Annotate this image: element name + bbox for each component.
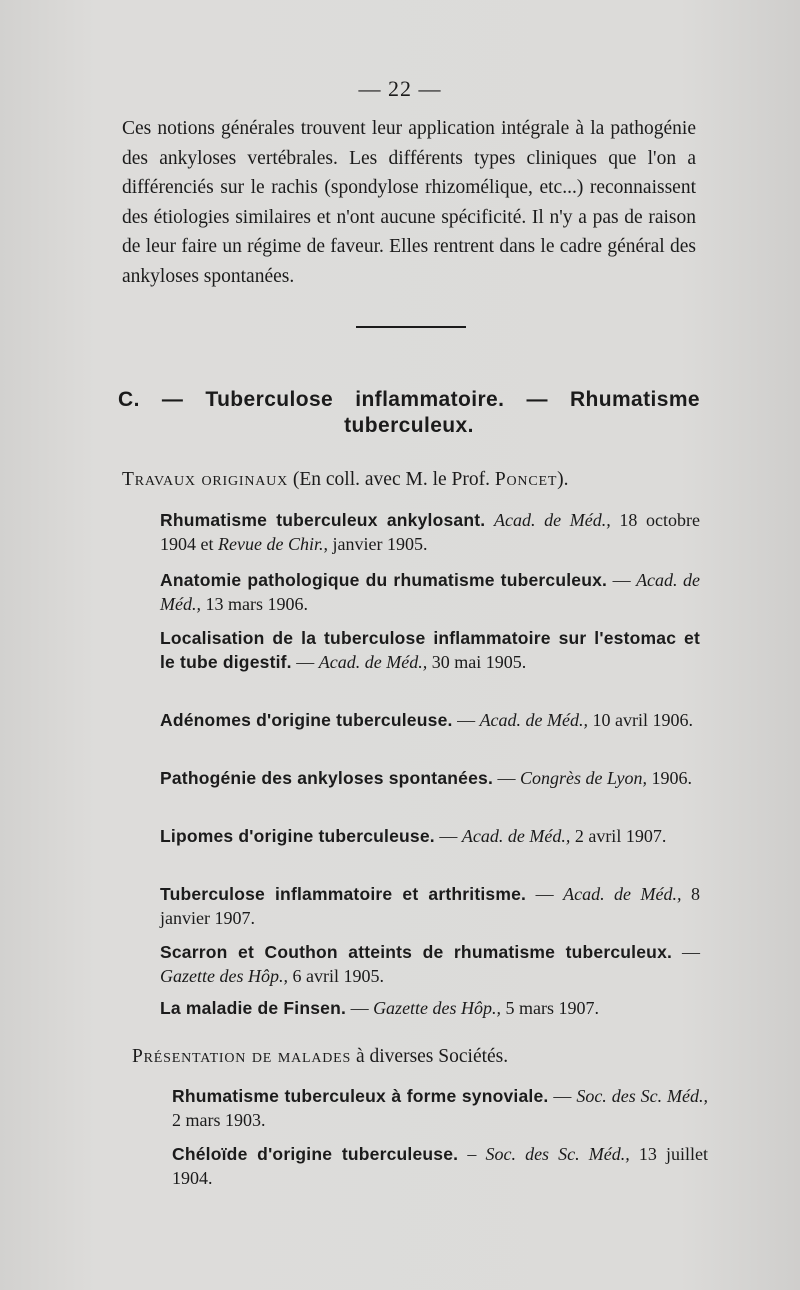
entry-date: 5 mars 1907. [501, 998, 600, 1018]
entry-date: 6 avril 1905. [287, 966, 384, 986]
section-divider [356, 326, 466, 328]
entry-separator [485, 510, 494, 530]
entry-title: La maladie de Finsen. [160, 998, 347, 1018]
entry-title: Localisation de la tuberculose inflammatoire sur l'estomac et le tube digestif. [160, 628, 700, 672]
entry-date: 10 avril 1906. [588, 710, 694, 730]
intro-text: Ces notions générales trouvent leur application intégrale à la pathogénie des ankyloses vertébrales. Les différents types cliniques que l'on a différenciés sur le rachis (spondylose rhizomélique, etc...) reconnaissent des étiologies similaires et n'ont aucune spécificité. Il n'y a pas de raison de leur faire un régime de faveur. Elles rentrent dans le cadre général des ankyloses spontanées. [122, 118, 696, 287]
travaux-collab: (En coll. avec M. le Prof. [288, 469, 495, 490]
entry-separator: — [607, 570, 637, 590]
list-item [172, 1084, 708, 1132]
entry-date: 2 avril 1907. [570, 826, 667, 846]
entry-reference: Gazette des Hôp., [160, 966, 288, 986]
entry-title: Chéloïde d'origine tuberculeuse. [172, 1144, 459, 1164]
entry-title: Pathogénie des ankyloses spontanées. [160, 768, 494, 788]
entry-title: Tuberculose inflammatoire et arthritisme. [160, 884, 527, 904]
entry-reference-2: Revue de Chir. [218, 534, 324, 554]
entry-reference: Acad. de Méd., [318, 652, 428, 672]
entry-title: Rhumatisme tuberculeux ankylosant. [160, 510, 486, 530]
travaux-prof: Poncet [494, 469, 558, 490]
entry-date: 30 mai 1905. [427, 652, 527, 672]
entry-separator: – [458, 1144, 486, 1164]
intro-paragraph [122, 114, 696, 291]
entry-title: Anatomie pathologique du rhumatisme tuberculeux. [160, 570, 608, 590]
entry-reference: Congrès de Lyon, [520, 768, 647, 788]
entry-reference: Gazette des Hôp., [373, 998, 502, 1018]
entry-title: Lipomes d'origine tuberculeuse. [160, 826, 435, 846]
list-item [160, 766, 700, 790]
entry-date: 1906. [646, 768, 692, 788]
entry-reference: Soc. des Sc. Méd., [485, 1144, 630, 1164]
travaux-close: ). [557, 469, 569, 490]
entry-date: 8 janvier 1907. [160, 884, 700, 928]
page-number: — 22 — [358, 76, 442, 101]
entry-separator: — [434, 826, 462, 846]
list-item [160, 508, 700, 556]
entry-reference: Soc. des Sc. Méd., [576, 1086, 708, 1106]
travaux-heading [122, 467, 569, 493]
entry-reference: Acad. de Méd., [493, 510, 611, 530]
entry-title: Scarron et Couthon atteints de rhumatisme tuberculeux. [160, 942, 673, 962]
entry-date: 13 mars 1906. [200, 594, 308, 614]
entry-separator: — [291, 652, 319, 672]
list-item [160, 940, 700, 988]
travaux-label: Travaux originaux [122, 469, 288, 490]
list-item [160, 708, 700, 732]
entry-title: Rhumatisme tuberculeux à forme synoviale. [172, 1086, 549, 1106]
entry-separator: — [672, 942, 700, 962]
list-item [172, 1142, 708, 1190]
entry-separator: — [526, 884, 564, 904]
presentation-heading [132, 1044, 508, 1070]
entry-reference: Acad. de Méd., [563, 884, 682, 904]
presentation-label: Présentation de malades [132, 1046, 352, 1067]
entry-date-2: , janvier 1905. [323, 534, 428, 554]
list-item [160, 996, 700, 1020]
entry-separator: — [548, 1086, 577, 1106]
entry-separator: — [346, 998, 374, 1018]
presentation-rest: à diverses Sociétés. [351, 1046, 509, 1067]
entry-separator: — [493, 768, 521, 788]
entry-date: 18 octobre 1904 et [160, 510, 700, 554]
entry-date: 2 mars 1903. [172, 1110, 266, 1130]
section-title: C. — Tuberculose inflammatoire. — Rhumatisme tuberculeux. [118, 388, 700, 437]
entry-reference: Acad. de Méd., [461, 826, 571, 846]
list-item [160, 626, 700, 674]
entry-date: 13 juillet 1904. [172, 1144, 709, 1188]
entry-separator: — [452, 710, 480, 730]
list-item [160, 568, 700, 616]
entry-reference: Acad. de Méd., [160, 570, 701, 614]
list-item [160, 882, 700, 930]
list-item [160, 824, 700, 848]
entry-reference: Acad. de Méd., [479, 710, 589, 730]
entry-title: Adénomes d'origine tuberculeuse. [160, 710, 453, 730]
